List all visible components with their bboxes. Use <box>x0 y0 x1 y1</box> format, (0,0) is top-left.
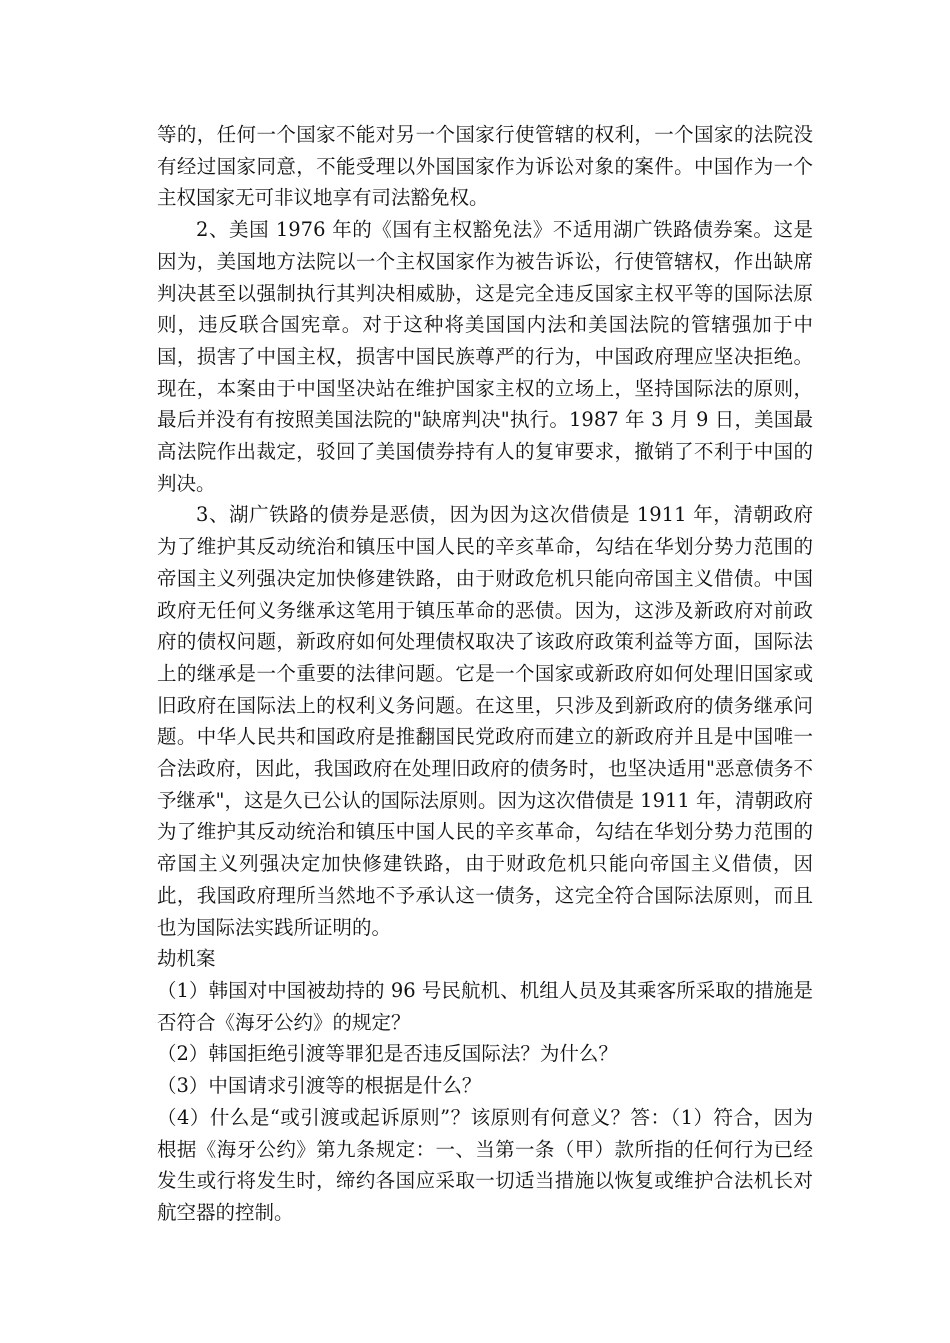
question-3: （3）中国请求引渡等的根据是什么？ <box>157 1074 482 1098</box>
paragraph-sovereign-immunity: 等的，任何一个国家不能对另一个国家行使管辖的权利，一个国家的法院没有经过国家同意，不能受理以外国国家作为诉讼对象的案件。中国作为一个主权国家无可非议地享有司法豁免权。 <box>157 123 813 210</box>
question-2: （2）韩国拒绝引渡等罪犯是否违反国际法？为什么？ <box>157 1042 618 1066</box>
question-1: （1）韩国对中国被劫持的 96 号民航机、机组人员及其乘客所采取的措施是否符合《海牙公约》的规定？ <box>157 978 813 1034</box>
paragraph-point-3: 3、湖广铁路的债券是恶债，因为因为这次借债是 1911 年，清朝政府为了维护其反动统治和镇压中国人民的辛亥革命，勾结在华划分势力范围的帝国主义列强决定加快修建铁路，由于财政危机只能向帝国主义借债。中国政府无任何义务继承这笔用于镇压革命的恶债。因为，这涉及新政府对前政府的债权问题，新政府如何处理债权取决了该政府政策利益等方面，国际法上的继承是一个重要的法律问题。它是一个国家或新政府如何处理旧国家或旧政府在国际法上的权利义务问题。在这里，只涉及到新政府的债务继承问题。中华人民共和国政府是推翻国民党政府而建立的新政府并且是中国唯一合法政府，因此，我国政府在处理旧政府的债务时，也坚决适用"恶意债务不予继承"，这是久已公认的国际法原则。因为这次借债是 1911 年，清朝政府为了维护其反动统治和镇压中国人民的辛亥革命，勾结在华划分势力范围的帝国主义列强决定加快修建铁路，由于财政危机只能向帝国主义借债，因此，我国政府理所当然地不予承认这一债务，这完全符合国际法原则，而且也为国际法实践所证明的。 <box>157 503 813 939</box>
paragraph-point-2: 2、美国 1976 年的《国有主权豁免法》不适用湖广铁路债券案。这是因为，美国地方法院以一个主权国家作为被告诉讼，行使管辖权，作出缺席判决甚至以强制执行其判决相威胁，这是完全违反国家主权平等的国际法原则，违反联合国宪章。对于这种将美国国内法和美国法院的管辖强加于中国，损害了中国主权，损害中国民族尊严的行为，中国政府理应坚决拒绝。现在，本案由于中国坚决站在维护国家主权的立场上，坚持国际法的原则，最后并没有有按照美国法院的"缺席判决"执行。1987 年 3 月 9 日，美国最高法院作出裁定，驳回了美国债券持有人的复审要求，撤销了不利于中国的判决。 <box>157 218 813 495</box>
document-page <box>157 119 813 1229</box>
question-4-and-answer: （4）什么是“或引渡或起诉原则”？该原则有何意义？答：（1）符合，因为根据《海牙公约》第九条规定：一、当第一条（甲）款所指的任何行为已经发生或行将发生时，缔约各国应采取一切适当措施以恢复或维护合法机长对航空器的控制。 <box>157 1105 813 1224</box>
section-heading-hijacking-case: 劫机案 <box>157 947 216 971</box>
